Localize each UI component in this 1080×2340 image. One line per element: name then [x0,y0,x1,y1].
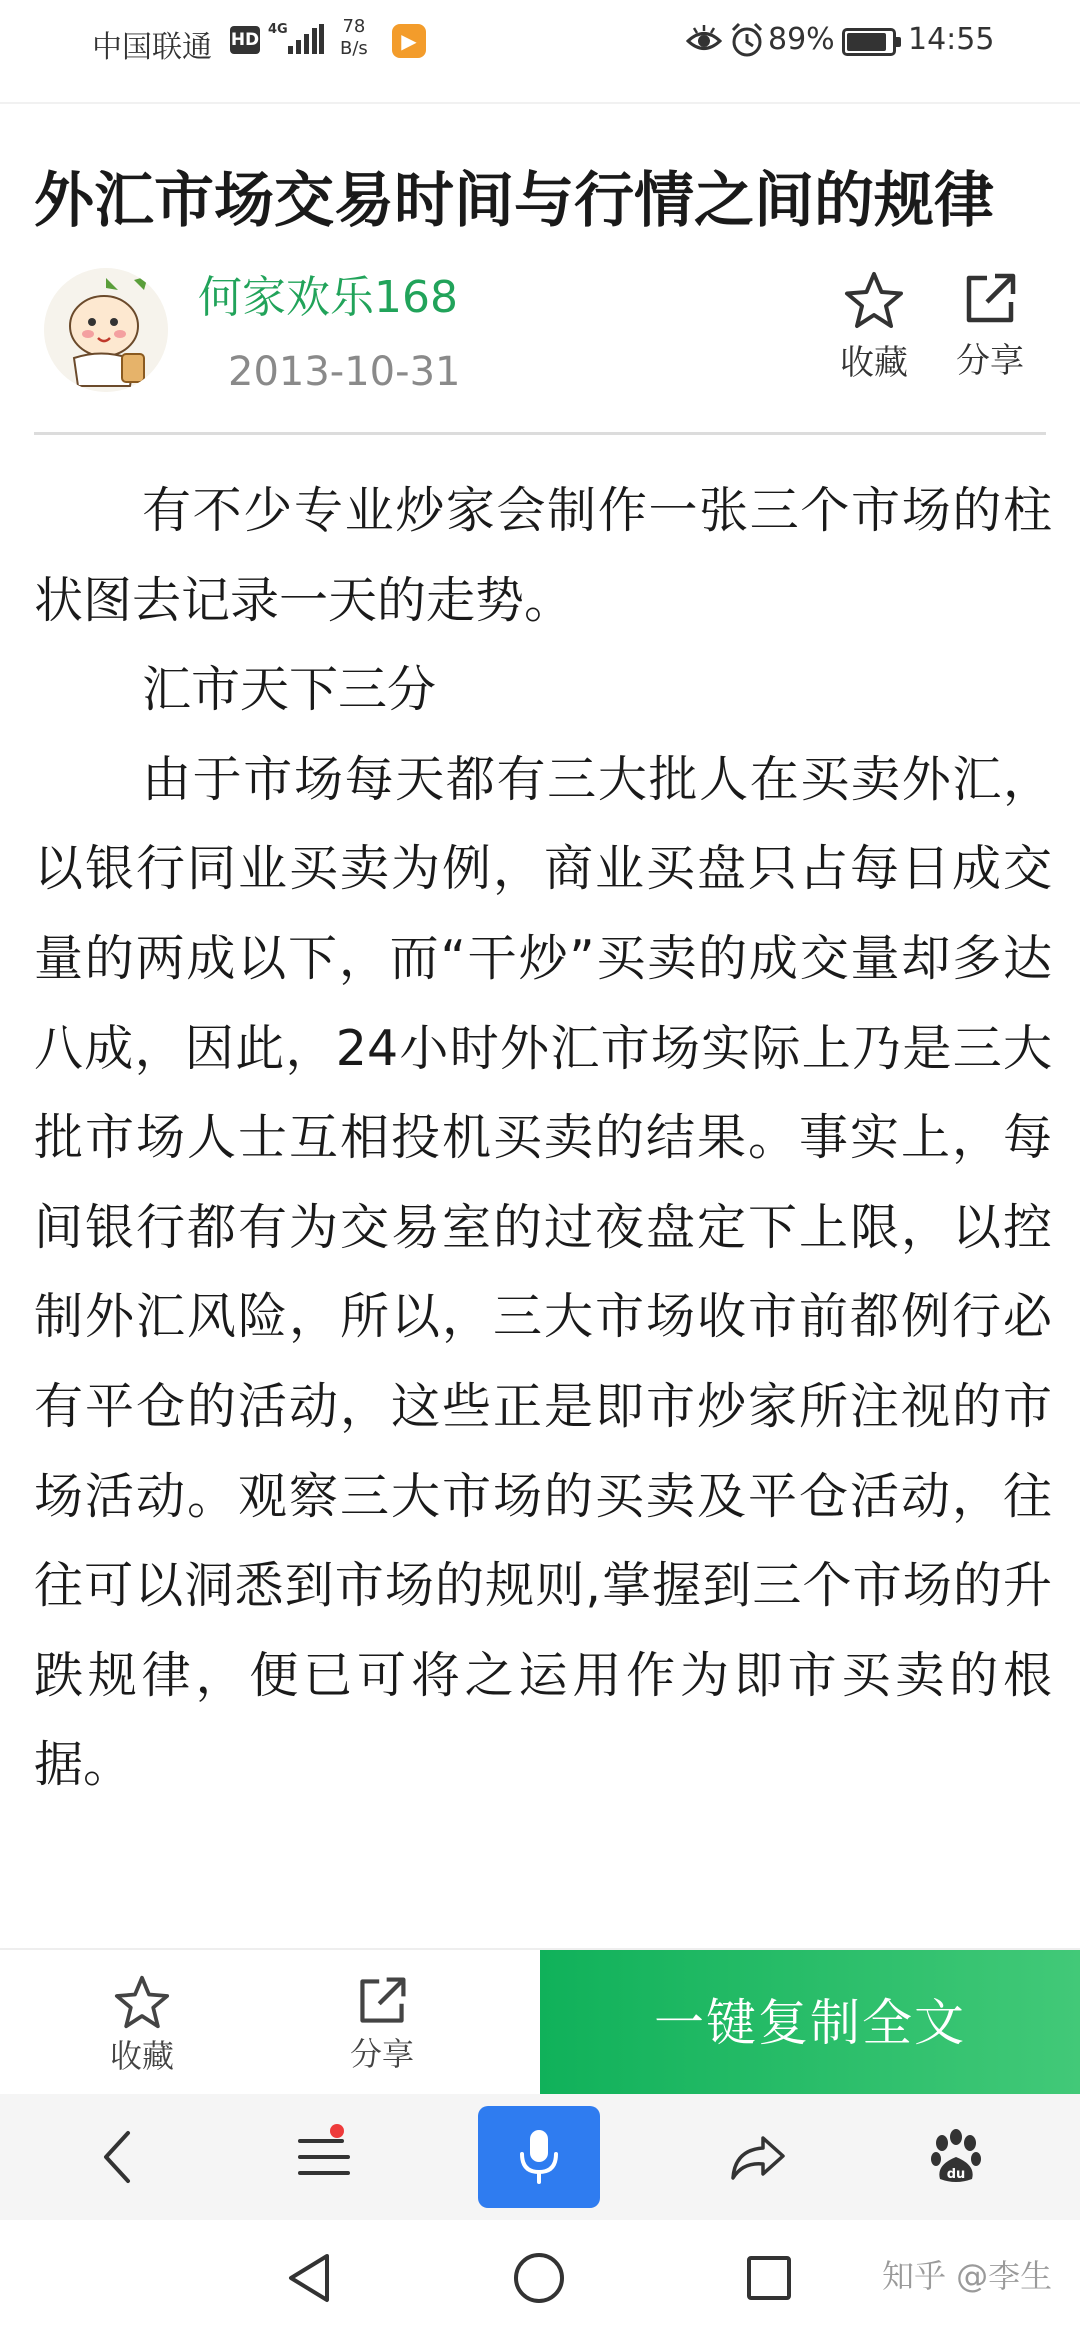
voice-search-button[interactable] [478,2106,600,2208]
copy-all-button[interactable]: 一键复制全文 [540,1950,1080,2096]
baidu-paw-icon [928,2129,984,2185]
circle-home-icon [511,2250,567,2306]
bottom-share-button[interactable] [322,1974,442,2074]
paragraph: 由于市场每天都有三大批人在买卖外汇，以银行同业买卖为例，商业买盘只占每日成交量的两成以下，而“干炒”买卖的成交量却多达八成，因此，24小时外汇市场实际上乃是三大批市场人士互相投机买卖的结果。事实上，每间银行都有为交易室的过夜盘定下上限，以控制外汇风险，所以，三大市场收市前都例行必有平仓的活动，这些正是即市炒家所注视的市场活动。观察三大市场的买卖及平仓活动，往往可以洞悉到市场的规则,掌握到三个市场的升跌规律，便已可将之运用作为即市买卖的根据。 [34,750,1052,1794]
microphone-icon [517,2128,561,2186]
share-label: 分享 [956,341,1024,381]
battery-fill [847,33,886,51]
status-bar [0,0,1080,82]
clock: 14:55 [908,22,995,57]
menu-button[interactable] [264,2104,384,2210]
speed-unit: B/s [340,38,368,59]
browser-toolbar [0,2094,1080,2220]
battery-percent: 89% [768,22,835,57]
share-label: 分享 [349,2035,414,2073]
network-type: 4G [268,22,288,37]
share-icon [961,270,1019,328]
author-avatar[interactable] [44,268,168,392]
favorite-label: 收藏 [840,343,908,383]
article-title: 外汇市场交易时间与行情之间的规律 [34,166,994,236]
signal-icon [288,24,324,54]
back-button[interactable] [58,2104,178,2210]
system-back-button[interactable] [264,2238,354,2318]
avatar-cartoon-icon [44,268,168,392]
battery-icon [842,28,896,56]
author-name[interactable]: 何家欢乐168 [198,272,458,323]
bottom-favorite-button[interactable] [82,1974,202,2076]
system-home-button[interactable] [494,2238,584,2318]
network-speed [340,16,368,60]
article-body [34,466,1052,1810]
post-date: 2013-10-31 [228,349,461,395]
forward-icon [729,2132,787,2182]
share-icon [355,1974,409,2028]
divider [0,102,1080,104]
system-recents-button[interactable] [724,2238,814,2318]
star-icon [843,270,905,330]
section-heading: 汇市天下三分 [142,661,437,719]
watermark: 知乎 @李生 [882,2257,1053,2295]
baidu-button[interactable] [896,2104,1016,2210]
notification-dot [330,2124,344,2138]
favorite-button[interactable] [824,270,924,384]
hd-badge: HD [230,26,260,54]
back-icon [98,2129,138,2185]
menu-icon [298,2135,350,2179]
square-recents-icon [745,2254,793,2302]
carrier-name: 中国联通 [92,30,212,65]
alarm-icon [730,22,764,58]
divider [34,432,1046,435]
star-icon [113,1974,171,2030]
favorite-label: 收藏 [109,2037,174,2075]
app-notification-icon: ▶ [392,24,426,58]
system-navigation-bar [0,2220,1080,2340]
eye-comfort-icon [686,24,722,58]
battery-nub [896,37,901,47]
bottom-action-bar [0,1948,1080,2094]
svg-text:du: du [946,2167,966,2182]
triangle-back-icon [285,2252,333,2304]
paragraph: 有不少专业炒家会制作一张三个市场的柱状图去记录一天的走势。 [34,482,1052,629]
speed-value: 78 [342,16,366,37]
forward-button[interactable] [698,2104,818,2210]
share-button[interactable] [940,270,1040,382]
